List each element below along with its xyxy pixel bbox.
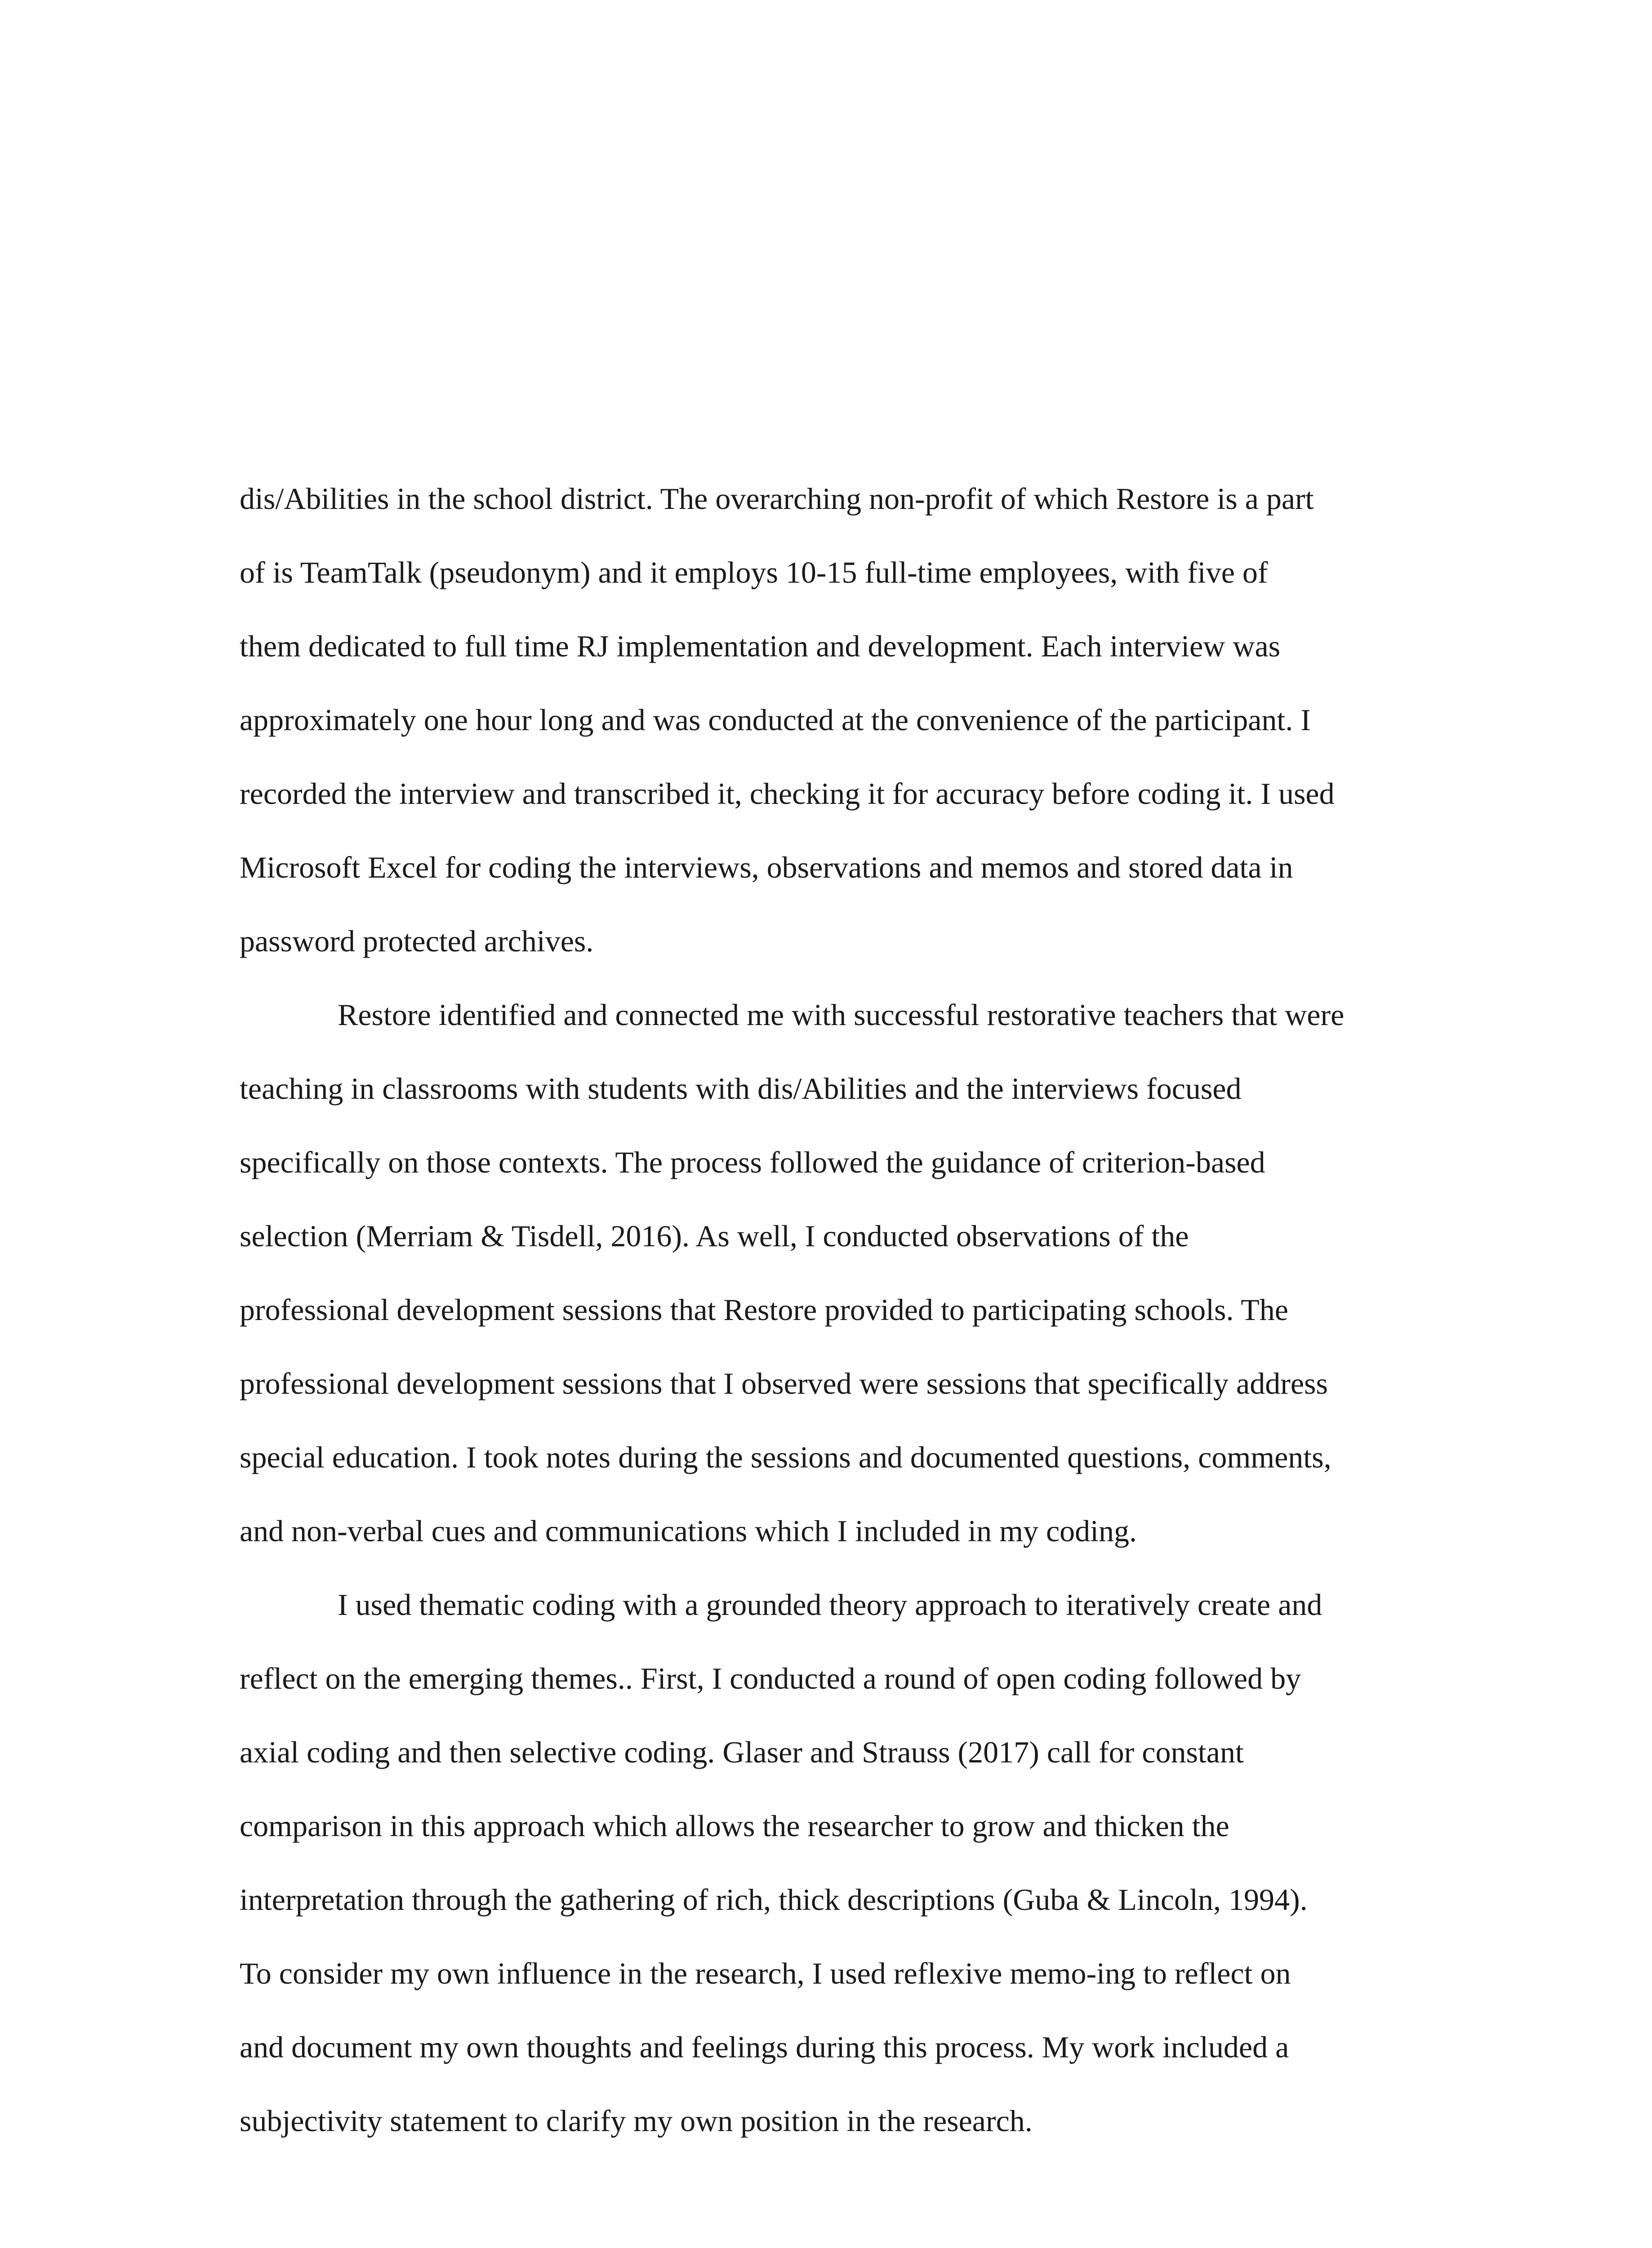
- text-line: password protected archives.: [240, 924, 594, 958]
- text-line: special education. I took notes during the sessions and documented questions, comments,: [240, 1440, 1331, 1474]
- text-line: specifically on those contexts. The process followed the guidance of criterion-based: [240, 1145, 1265, 1179]
- text-line: recorded the interview and transcribed it, checking it for accuracy before coding it. I used: [240, 776, 1335, 811]
- text-line: reflect on the emerging themes.. First, I conducted a round of open coding followed by: [240, 1661, 1301, 1695]
- text-line: professional development sessions that Restore provided to participating schools. The: [240, 1293, 1288, 1327]
- text-line: interpretation through the gathering of rich, thick descriptions (Guba & Lincoln, 1994).: [240, 1882, 1308, 1917]
- text-line: To consider my own influence in the research, I used reflexive memo-ing to reflect on: [240, 1956, 1291, 1990]
- text-line: and non-verbal cues and communications which I included in my coding.: [240, 1514, 1137, 1548]
- text-line: I used thematic coding with a grounded theory approach to iteratively create and: [338, 1588, 1322, 1622]
- paragraph-2: [240, 978, 1390, 1568]
- text-line: Microsoft Excel for coding the interviews, observations and memos and stored data in: [240, 850, 1293, 884]
- text-line: comparison in this approach which allows the researcher to grow and thicken the: [240, 1809, 1229, 1843]
- text-line: approximately one hour long and was conducted at the convenience of the participant. I: [240, 703, 1311, 737]
- body-text: [240, 462, 1390, 2158]
- text-line: professional development sessions that I observed were sessions that specifically address: [240, 1366, 1328, 1401]
- text-line: subjectivity statement to clarify my own position in the research.: [240, 2104, 1033, 2138]
- text-line: teaching in classrooms with students with dis/Abilities and the interviews focused: [240, 1071, 1242, 1106]
- text-line: Restore identified and connected me with successful restorative teachers that were: [338, 998, 1345, 1032]
- text-line: axial coding and then selective coding. Glaser and Strauss (2017) call for constant: [240, 1735, 1244, 1769]
- text-line: dis/Abilities in the school district. The overarching non-profit of which Restore is a part: [240, 482, 1314, 516]
- text-line: selection (Merriam & Tisdell, 2016). As well, I conducted observations of the: [240, 1219, 1189, 1253]
- text-line: them dedicated to full time RJ implementation and development. Each interview was: [240, 629, 1281, 663]
- paragraph-3: [240, 1568, 1390, 2158]
- paragraph-1: [240, 462, 1390, 978]
- text-line: and document my own thoughts and feelings during this process. My work included a: [240, 2030, 1289, 2064]
- text-line: of is TeamTalk (pseudonym) and it employs 10-15 full-time employees, with five of: [240, 555, 1268, 589]
